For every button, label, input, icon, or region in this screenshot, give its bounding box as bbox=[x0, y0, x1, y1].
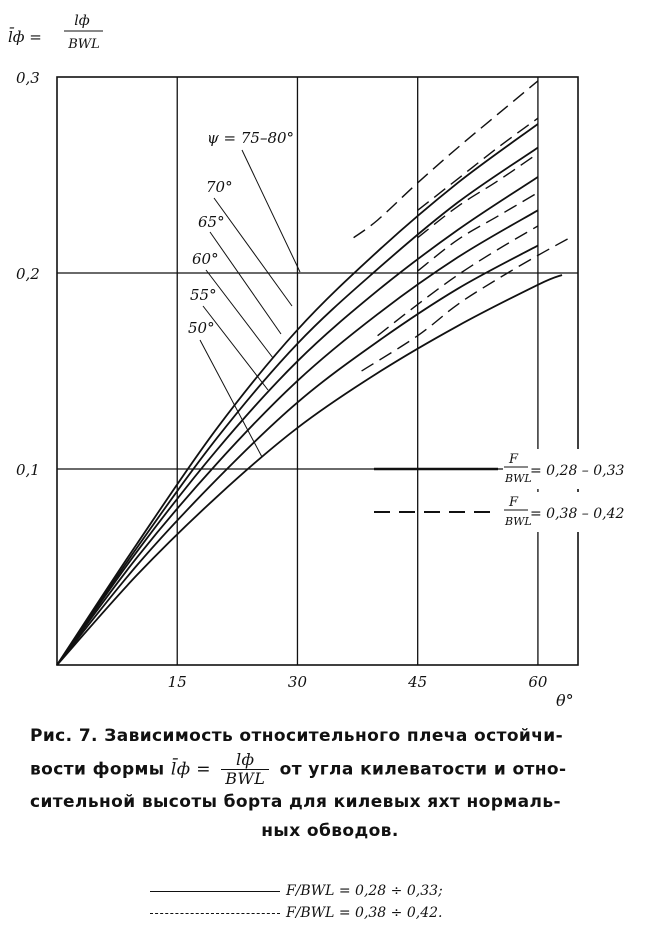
bottom-legend-row-dashed bbox=[150, 902, 570, 924]
psi-leader-2 bbox=[214, 198, 292, 306]
y-tick-label-0,3: 0,3 bbox=[16, 69, 40, 87]
x-tick-label-60: 60 bbox=[528, 673, 548, 691]
psi-label-6: 50° bbox=[188, 319, 215, 337]
x-tick-label-30: 30 bbox=[287, 673, 308, 691]
y-tick-label-0,2: 0,2 bbox=[16, 265, 40, 283]
psi-label-4: 60° bbox=[192, 250, 219, 268]
psi-leader-1 bbox=[242, 150, 300, 272]
caption-line-3: сительной высоты борта для килевых яхт нормаль- bbox=[30, 792, 561, 812]
x-axis-label: θ° bbox=[556, 691, 574, 710]
psi-label-5: 55° bbox=[190, 286, 217, 304]
caption-line-2-end: от угла килеватости и отно- bbox=[279, 759, 567, 780]
y-axis-label-denominator: BWL bbox=[68, 37, 100, 52]
psi-label-2: 70° bbox=[206, 178, 233, 196]
legend-denominator-dashed: BWL bbox=[505, 515, 532, 528]
dashed-line-swatch bbox=[150, 913, 280, 914]
bottom-legend-row-solid bbox=[150, 880, 570, 902]
psi-leader-3 bbox=[210, 232, 281, 334]
solid-line-swatch bbox=[150, 891, 280, 892]
series-line-11-dashed bbox=[378, 226, 538, 336]
bottom-legend-text-solid: F/BWL = 0,28 ÷ 0,33; bbox=[286, 883, 443, 899]
x-tick-label-45: 45 bbox=[408, 673, 428, 691]
series-line-8-dashed bbox=[418, 118, 538, 210]
psi-label-3: 65° bbox=[198, 213, 225, 231]
legend-numerator-solid: F bbox=[509, 452, 519, 467]
legend-range-solid: = 0,28 – 0,33 bbox=[530, 463, 625, 479]
series-layer bbox=[57, 81, 570, 665]
y-tick-label-0,1: 0,1 bbox=[16, 461, 40, 479]
legend-range-dashed: = 0,38 – 0,42 bbox=[530, 506, 625, 522]
caption-formula-numerator: lф bbox=[221, 751, 269, 770]
series-line-10-dashed bbox=[418, 193, 538, 271]
legend-denominator-solid: BWL bbox=[505, 472, 532, 485]
caption-formula-denominator: BWL bbox=[225, 769, 266, 788]
caption-formula-fraction bbox=[221, 751, 269, 788]
legend-numerator-dashed: F bbox=[509, 495, 519, 510]
caption-line-1: Рис. 7. Зависимость относительного плеча остойчи- bbox=[30, 726, 564, 746]
caption-formula-lhs: l̄ф = bbox=[170, 759, 211, 780]
x-tick-label-15: 15 bbox=[167, 673, 187, 691]
bottom-legend bbox=[150, 880, 570, 924]
caption-line-4: ных обводов. bbox=[261, 821, 399, 841]
figure-caption bbox=[30, 722, 630, 846]
psi-label-1: ψ = 75–80° bbox=[207, 129, 295, 147]
y-axis-label-numerator: lф bbox=[74, 13, 90, 29]
caption-line-2-start: вости формы bbox=[30, 759, 165, 780]
series-line-7-dashed bbox=[354, 81, 538, 238]
series-line-12-dashed bbox=[362, 238, 570, 371]
bottom-legend-text-dashed: F/BWL = 0,38 ÷ 0,42. bbox=[286, 905, 443, 921]
psi-leader-4 bbox=[206, 270, 273, 358]
y-axis-label-lhs: l̄ф = bbox=[8, 28, 42, 46]
caption-line-2 bbox=[30, 751, 630, 788]
